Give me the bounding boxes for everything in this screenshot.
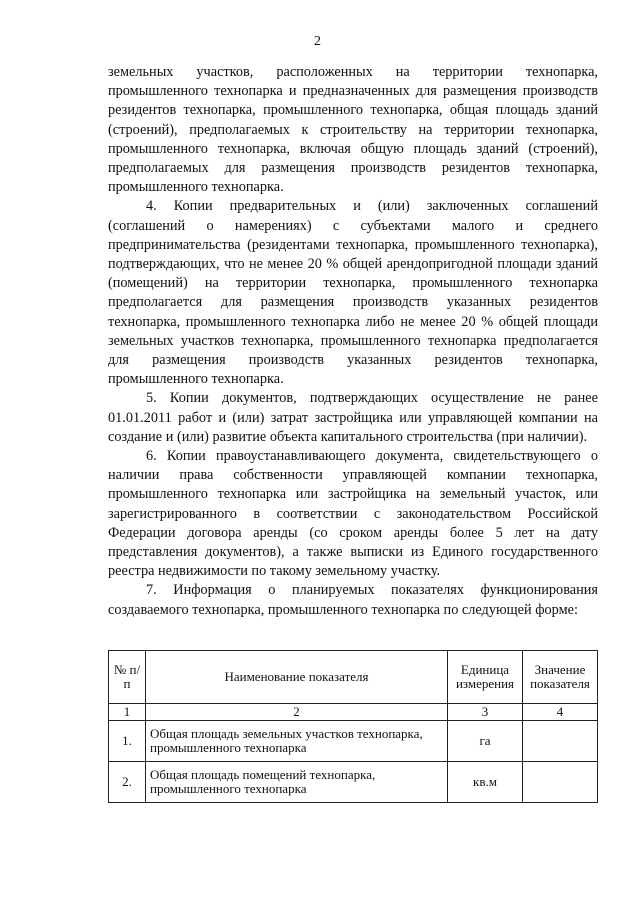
- indicator-unit: га: [448, 721, 523, 762]
- row-number: 2.: [109, 762, 146, 803]
- indicator-value[interactable]: [523, 721, 598, 762]
- table-row: [109, 762, 598, 803]
- page-number: 2: [314, 34, 321, 49]
- row-number: 1.: [109, 721, 146, 762]
- column-number: 1: [109, 704, 146, 721]
- paragraph-item-5: 5. Копии документов, подтверждающих осуществление не ранее 01.01.2011 работ и (или) затрат застройщика или управляющей компании на создание и (или) развитие объекта капитального строительства (при наличии).: [108, 390, 598, 445]
- table-row: [109, 721, 598, 762]
- indicators-table: [108, 650, 598, 803]
- header-unit: Единица измерения: [448, 651, 523, 704]
- indicator-name: Общая площадь помещений технопарка, промышленного технопарка: [146, 762, 448, 803]
- column-number: 3: [448, 704, 523, 721]
- column-number: 2: [146, 704, 448, 721]
- header-no: № п/п: [109, 651, 146, 704]
- indicator-name: Общая площадь земельных участков технопарка, промышленного технопарка: [146, 721, 448, 762]
- paragraph-continuation: земельных участков, расположенных на территории технопарка, промышленного технопарка и предназначенных для размещения производств резидентов технопарка, промышленного технопарка, общая площадь зданий (строений), предполагаемых к строительству на территории технопарка, промышленного технопарка, включая общую площадь зданий (строений), предполагаемых для размещения производств резидентов технопарка, промышленного технопарка.: [108, 64, 598, 196]
- paragraph-item-4: 4. Копии предварительных и (или) заключенных соглашений (соглашений о намерениях) с субъектами малого и среднего предпринимательства (резидентами технопарка, промышленного технопарка), подтверждающих, что не менее 20 % общей арендопригодной площади зданий (помещений) на территории технопарка, промышленного технопарка предполагается для размещения производств указанных резидентов технопарка, промышленного технопарка либо не менее 20 % общей площади земельных участков технопарка, промышленного технопарка предполагается для размещения производств указанных резидентов технопарка, промышленного технопарка.: [108, 198, 598, 388]
- table-header-row: [109, 651, 598, 704]
- paragraph-item-6: 6. Копии правоустанавливающего документа, свидетельствующего о наличии права собственности управляющей компании технопарка, промышленного технопарка или застройщика на земельный участок, или зарегистрированного в соответствии с законодательством Российской Федерации договора аренды (со сроком аренды более 5 лет на дату представления документов), а также выписки из Единого государственного реестра недвижимости по такому земельному участку.: [108, 448, 598, 580]
- column-number-row: [109, 704, 598, 721]
- paragraph-item-7: 7. Информация о планируемых показателях функционирования создаваемого технопарка, промышленного технопарка по следующей форме:: [108, 582, 598, 618]
- header-value: Значение показателя: [523, 651, 598, 704]
- column-number: 4: [523, 704, 598, 721]
- header-name: Наименование показателя: [146, 651, 448, 704]
- document-body: [108, 63, 598, 620]
- indicator-value[interactable]: [523, 762, 598, 803]
- indicator-unit: кв.м: [448, 762, 523, 803]
